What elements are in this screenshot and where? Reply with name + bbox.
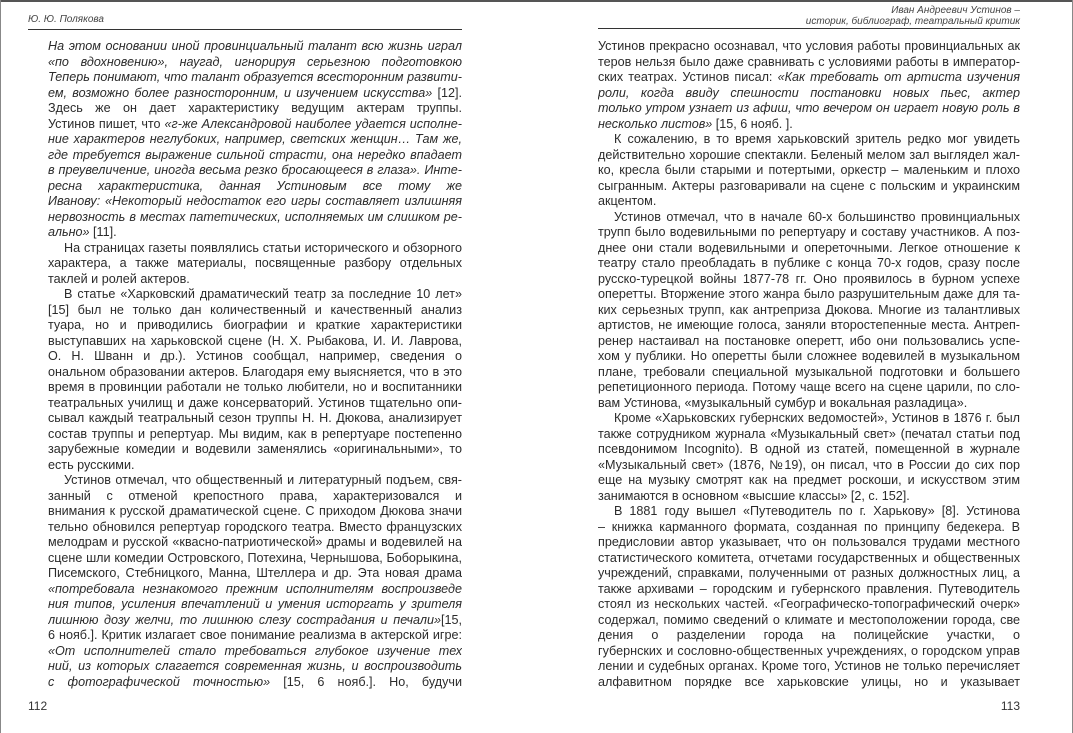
body-text: днее они стали водевильными и опереточными. Легкое отношение к	[598, 240, 1020, 255]
quote-text: лишнюю дозу желчи, то лишнюю слезу сострадания и печали»	[48, 612, 441, 627]
text-line	[598, 303, 1020, 319]
quote-text: «по вдохновению», наугад, игнорируя серьезною подготовкою	[48, 54, 462, 69]
text-line	[48, 659, 462, 675]
body-text: ко, кресла были старыми и потертыми, оркестр – маленьким и плохо	[598, 163, 1020, 177]
body-text: ских театрах. Устинов писал:	[598, 70, 778, 84]
text-line	[598, 411, 1020, 427]
text-line	[598, 148, 1020, 164]
text-line	[48, 210, 462, 226]
text-line	[598, 194, 1020, 210]
text-line	[598, 535, 1020, 551]
quote-text: нервозность в местах патетических, исполняемых им слишком ре-	[48, 209, 462, 224]
text-line	[598, 334, 1020, 350]
body-text: «Музыкальный свет» (1876, №19), он писал, что в России до сих пор	[598, 457, 1020, 472]
text-line	[598, 287, 1020, 303]
text-line	[598, 318, 1020, 334]
text-line	[598, 582, 1020, 598]
quote-text: Теперь понимают, что талант образуется всесторонним развити-	[48, 70, 462, 84]
text-line	[598, 241, 1020, 257]
quote-text: ем, возможно более разносторонним, и изучением искусства»	[48, 85, 433, 100]
quote-text: несколько листов»	[598, 116, 713, 131]
paragraph	[598, 210, 1020, 412]
paragraph	[48, 39, 462, 241]
quote-text: «Как требовать от артиста изучения	[777, 70, 1020, 84]
body-text: занимаются в основном «высшие классы» [2, с. 152].	[598, 488, 910, 503]
paragraph	[48, 473, 462, 690]
text-line	[48, 318, 462, 334]
body-text: стоял из нескольких частей. «Географическо-топографический очерк»	[598, 597, 1020, 611]
left-page	[28, 0, 462, 733]
text-line	[48, 287, 462, 303]
text-line	[598, 489, 1020, 505]
text-line	[48, 473, 462, 489]
body-text: характера, а также материалы, посвященные разбору отдельных	[48, 256, 462, 270]
body-text: [15,	[440, 612, 462, 627]
text-line	[598, 566, 1020, 582]
text-line	[48, 675, 462, 691]
text-line	[598, 597, 1020, 613]
body-text: – книжка карманного формата, созданная по принципу бедекера. В	[598, 519, 1020, 534]
text-line	[598, 675, 1020, 691]
body-text: [11].	[89, 225, 117, 239]
body-text: Устинов прекрасно осознавал, что условия работы провинциальных ак	[598, 39, 1020, 53]
body-text: В 1881 году вышел «Путеводитель по г. Харькову» [8]. Устинова	[614, 504, 1020, 518]
quote-text: в преувеличение, иногда весьма резко бросающееся в глаза». Инте-	[48, 163, 462, 177]
text-line	[598, 179, 1020, 195]
text-line	[48, 132, 462, 148]
body-text: внимания к русской драматической сцене. С приходом Дюкова значи	[48, 504, 462, 518]
body-text: ренер настаивал на постановке оперетт, ибо они пользовались успе-	[598, 333, 1020, 348]
body-text: теров нельзя было даже сравнивать с условиями работы в император-	[598, 54, 1020, 69]
body-text: оперетты. Вторжение этого жанра было разрушительным даже для та-	[598, 287, 1020, 301]
text-line	[598, 225, 1020, 241]
text-line	[598, 132, 1020, 148]
body-text: К сожалению, в то время харьковский зритель редко мог увидеть	[614, 132, 1020, 146]
text-line	[48, 179, 462, 195]
quote-text: «г-же Александровой наиболее удается исполне-	[164, 116, 462, 131]
text-line	[48, 380, 462, 396]
text-line	[598, 396, 1020, 412]
text-line	[48, 256, 462, 272]
text-line	[48, 163, 462, 179]
text-line	[48, 396, 462, 412]
text-line	[598, 427, 1020, 443]
body-text: Кроме «Харьковских губернских ведомостей», Устинов в 1876 г. был	[614, 411, 1020, 425]
body-text: Здесь же он дает характеристику ведущим актерам труппы.	[48, 101, 462, 115]
text-line	[48, 427, 462, 443]
body-text: сыгранным. Актеры разговаривали на сцене с польским и украинским	[598, 178, 1020, 193]
text-line	[48, 365, 462, 381]
text-line	[48, 86, 462, 102]
text-line	[598, 163, 1020, 179]
paragraph	[48, 287, 462, 473]
body-text: учреждений, справками, полученными от разных должностных лиц, а	[598, 566, 1020, 580]
body-text: О. Н. Шванн и др.). Устинов сообщал, например, сведения о	[48, 349, 462, 363]
paragraph	[598, 39, 1020, 132]
text-line	[48, 582, 462, 598]
body-text: губернских и сословно-общественных учреждениях, о городском управ	[598, 643, 1020, 658]
running-head-author	[28, 0, 462, 30]
quote-text: ально»	[48, 225, 90, 239]
text-line	[598, 55, 1020, 71]
page-body	[48, 39, 462, 690]
running-head-line: Иван Андреевич Устинов –	[891, 5, 1020, 16]
text-line	[48, 148, 462, 164]
right-page	[598, 0, 1020, 733]
text-line	[48, 101, 462, 117]
text-line	[48, 334, 462, 350]
body-text: есть русскими.	[48, 457, 135, 472]
paragraph	[598, 411, 1020, 504]
body-text: трупп было водевильными по репертуару и составу участников. А поз-	[598, 225, 1020, 239]
text-line	[48, 241, 462, 257]
text-line	[48, 597, 462, 613]
body-text: артистов, не имеющие голоса, заняли второстепенные места. Антреп-	[598, 318, 1020, 332]
running-head-line: Ю. Ю. Полякова	[28, 14, 104, 25]
text-line	[48, 442, 462, 458]
body-text: также архивами – городским и губернского правления. Путеводитель	[598, 581, 1020, 596]
body-text: театральных училищ и даже консерваторий. Устинов тщательно опи-	[48, 395, 462, 410]
body-text: На страницах газеты появлялись статьи исторического и обзорного	[64, 240, 462, 255]
text-line	[48, 349, 462, 365]
text-line	[598, 473, 1020, 489]
quote-text: где требуется выражение сильной страсти, она нередко впадает	[48, 147, 462, 162]
body-text: таклей и ролей актеров.	[48, 271, 190, 286]
text-line	[598, 628, 1020, 644]
text-line	[598, 442, 1020, 458]
text-line	[598, 380, 1020, 396]
paragraph	[598, 504, 1020, 690]
text-line	[48, 566, 462, 582]
text-line	[598, 349, 1020, 365]
text-line	[598, 210, 1020, 226]
running-head-line: историк, библиограф, театральный критик	[805, 15, 1020, 27]
text-line	[48, 628, 462, 644]
body-text: также сотрудником журнала «Музыкальный свет» (печатал статьи под	[598, 426, 1020, 441]
text-line	[48, 613, 462, 629]
body-text: содержал, помимо сведений о климате и местоположении города, све	[598, 612, 1020, 627]
text-line	[48, 504, 462, 520]
quote-text: только утром узнает из афиш, что вечером он играет новую роль в	[598, 101, 1020, 115]
body-text: Устинов отмечал, что в начале 60-х большинство провинциальных	[614, 209, 1020, 224]
body-text: дения о разделении города на полицейские участки, о	[598, 628, 1020, 642]
quote-text: «От исполнителей стало требоваться глубокое изучение тех	[48, 643, 462, 658]
text-line	[598, 659, 1020, 675]
body-text: Устинов пишет, что	[48, 116, 165, 131]
text-line	[598, 644, 1020, 660]
text-line	[598, 613, 1020, 629]
body-text: состав труппы и репертуар. Мы видим, как в репертуаре постепенно	[48, 426, 462, 441]
body-text: туара, но и приводились биографии и краткие характеристики	[48, 318, 462, 332]
text-line	[48, 458, 462, 474]
text-line	[48, 644, 462, 660]
body-text: вам Устинова, «музыкальный сумбур и вокальная разладица».	[598, 395, 968, 410]
text-line	[598, 504, 1020, 520]
text-line	[48, 411, 462, 427]
text-line	[48, 303, 462, 319]
body-text: хом у публики. Но оперетты были сложнее водевилей в музыкальном	[598, 349, 1020, 363]
body-text: еще на музыку смотрят как на предмет роскоши, и искусством этим	[598, 473, 1020, 487]
text-line	[598, 520, 1020, 536]
body-text: алфавитном порядке все харьковские улицы, но и указывает	[598, 674, 1020, 689]
body-text: действительно хорошие спектакли. Беленый мелом зал выглядел жал-	[598, 147, 1020, 162]
body-text: выступавших на харьковской сцене (Н. Х. Рыбакова, И. И. Лаврова,	[48, 333, 462, 348]
page-body	[598, 39, 1020, 690]
body-text: время в провинции работали не только любители, но и воспитанники	[48, 380, 462, 394]
body-text: тельно обновился репертуар городского театра. Вместо французских	[48, 519, 462, 534]
body-text: 6 нояб.]. Критик излагает свое понимание реализма в актерской игре:	[48, 628, 462, 642]
text-line	[48, 520, 462, 536]
text-line	[48, 225, 462, 241]
text-line	[598, 272, 1020, 288]
quote-text: «потребовала незнакомого прежним исполнителям воспроизведе	[48, 581, 462, 596]
body-text: псевдонимом Incognito). В одной из статей, помещенной в журнале	[598, 442, 1020, 456]
body-text: акцентом.	[598, 194, 657, 208]
body-text: театру стало преобладать в публике с конца 70-х годов, сразу после	[598, 256, 1020, 270]
text-line	[48, 535, 462, 551]
body-text: Устинов отмечал, что общественный и литературный подъем, свя-	[64, 473, 462, 487]
text-line	[598, 117, 1020, 133]
text-line	[598, 458, 1020, 474]
quote-text: На этом основании иной провинциальный талант всю жизнь играл	[48, 39, 462, 53]
body-text: занный с отменой крепостного права, характеризовался и	[48, 488, 462, 503]
text-line	[48, 551, 462, 567]
body-text: В статье «Харковский драматический театр за последние 10 лет»	[64, 287, 462, 301]
text-line	[48, 55, 462, 71]
body-text: [15, 6 нояб.]. Но, будучи	[283, 674, 462, 689]
text-line	[48, 194, 462, 210]
text-line	[48, 272, 462, 288]
body-text: плане, требовали специальной музыкальной подготовки и большего	[598, 364, 1020, 379]
quote-text: ресна характеристика, данная Устиновым все тому же	[48, 178, 462, 193]
page-edge-left	[0, 0, 1, 733]
body-text: ональном образовании актеров. Благодаря ему выясняется, что в это	[48, 364, 462, 379]
body-text: мелодрам и русской «квасно-патриотической» драмы и водевилей на	[48, 535, 462, 549]
running-head-title	[598, 0, 1020, 29]
quote-text: с фотографической точностью»	[48, 674, 271, 689]
body-text: Писемского, Стебницкого, Манна, Штеллера и др. Эта новая драма	[48, 566, 462, 580]
body-text: сывал каждый театральный сезон труппы Н. Н. Дюкова, анализирует	[48, 411, 462, 425]
text-line	[48, 489, 462, 505]
body-text: ких серьезных трупп, как антреприза Дюкова. Многие из талантливых	[598, 302, 1020, 317]
paragraph	[598, 132, 1020, 210]
body-text: сцене шли комедии Островского, Потехина, Чернышова, Боборыкина,	[48, 550, 462, 565]
text-line	[598, 101, 1020, 117]
page-number: 112	[28, 699, 48, 713]
body-text: русско-турецкой войны 1877-78 гг. Оно проявилось в бурном успехе	[598, 271, 1020, 286]
text-line	[598, 70, 1020, 86]
quote-text: ния типов, усиления впечатлений и умения исторгать у зрителя	[48, 597, 462, 611]
body-text: репетиционного периода. Потому чаще всего на сцене царили, по сло-	[598, 380, 1020, 394]
body-text: зарубежные комедии и водевили заменялись «оригинальными», то	[48, 442, 462, 456]
quote-text: ний, из которых слагается современная жизнь, и воспроизводить	[48, 659, 462, 673]
text-line	[48, 39, 462, 55]
quote-text: ние характеров неглубоких, например, светских женщин… Там же,	[48, 132, 462, 146]
text-line	[598, 86, 1020, 102]
paragraph	[48, 241, 462, 288]
body-text: [15, 6 нояб. ].	[712, 116, 793, 131]
text-line	[598, 551, 1020, 567]
quote-text: Иванову: «Некоторый недостаток его игры составляет излишняя	[48, 194, 462, 208]
text-line	[598, 256, 1020, 272]
page-number: 113	[1000, 699, 1020, 713]
text-line	[598, 365, 1020, 381]
text-line	[598, 39, 1020, 55]
body-text: [12].	[432, 85, 462, 100]
body-text: лении и судебных органах. Кроме того, Устинов не только перечисляет	[598, 659, 1020, 673]
text-line	[48, 117, 462, 133]
body-text: статистического комитета, отчетами государственных и общественных	[598, 550, 1020, 565]
body-text: предисловии автор указывает, что он пользовался трудами местного	[598, 535, 1020, 549]
body-text: [15] был не только дан количественный и качественный анализ	[48, 302, 462, 317]
quote-text: роли, когда ввиду спешности постановки новых пьес, актер	[598, 85, 1020, 100]
text-line	[48, 70, 462, 86]
